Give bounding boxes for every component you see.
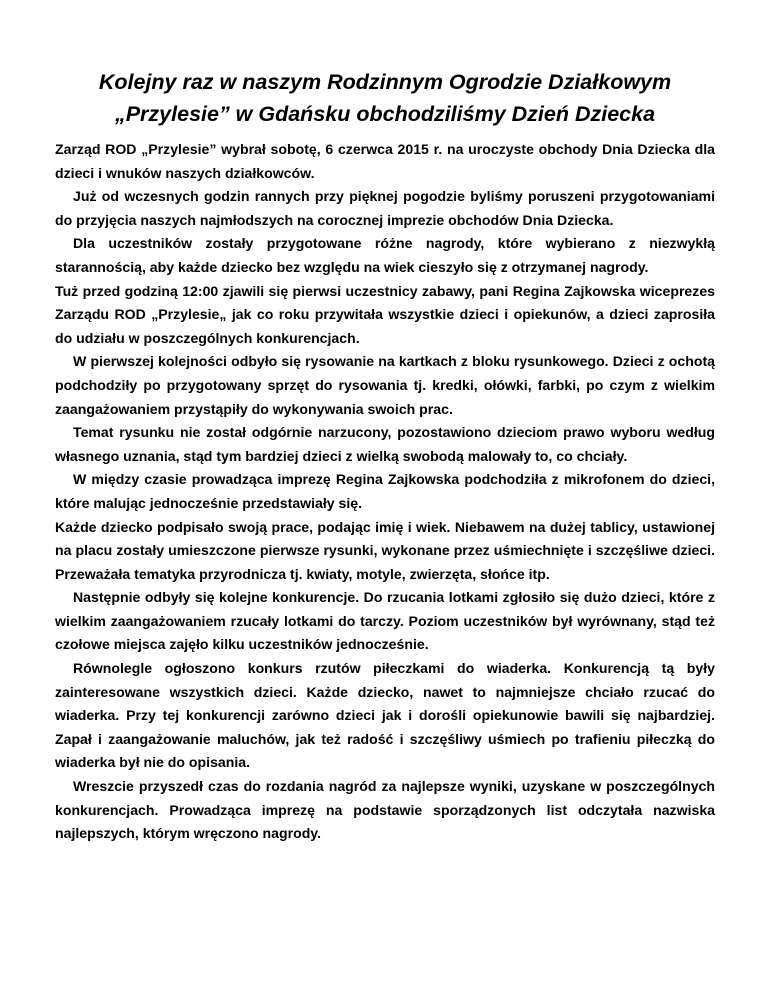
- title-line-1: Kolejny raz w naszym Rodzinnym Ogrodzie Działkowym: [98, 70, 672, 94]
- paragraph-3: Dla uczestników zostały przygotowane różne nagrody, które wybierano z niezwykłą starannością, aby każde dziecko bez względu na wiek cieszyło się z otrzymanej nagrody.: [55, 235, 715, 275]
- paragraph-9: Następnie odbyły się kolejne konkurencje. Do rzucania lotkami zgłosiło się dużo dzieci, które z wielkim zaangażowaniem rzucały lotkami do tarczy. Poziom uczestników był wyrównany, stąd też czołowe miejsca zajęło kilku uczestników jednocześnie.: [55, 589, 715, 653]
- paragraph-7: W między czasie prowadząca imprezę Regina Zajkowska podchodziła z mikrofonem do dzieci, które malując jednocześnie przedstawiały się.: [55, 471, 715, 511]
- paragraph-2: Już od wczesnych godzin rannych przy pięknej pogodzie byliśmy poruszeni przygotowaniami do przyjęcia naszych najmłodszych na corocznej imprezie obchodów Dnia Dziecka.: [55, 188, 715, 228]
- paragraph-10: Równolegle ogłoszono konkurs rzutów piłeczkami do wiaderka. Konkurencją tą były zainteresowane wszystkich dzieci. Każde dziecko, nawet to najmniejsze chciało rzucać do wiaderka. Przy tej konkurencji zarówno dzieci jak i dorośli opiekunowie bawili się najbardziej. Zapał i zaangażowanie maluchów, jak też radość i szczęśliwy uśmiech po trafieniu piłeczką do wiaderka był nie do opisania.: [55, 660, 715, 771]
- document-page: [55, 66, 715, 846]
- paragraph-4: Tuż przed godziną 12:00 zjawili się pierwsi uczestnicy zabawy, pani Regina Zajkowska wiceprezes Zarządu ROD „Przylesie„ jak co roku przywitała wszystkie dzieci i opiekunów, a dzieci zaprosiła do udziału w poszczególnych konkurencjach.: [55, 282, 715, 346]
- paragraph-1: Zarząd ROD „Przylesie” wybrał sobotę, 6 czerwca 2015 r. na uroczyste obchody Dnia Dziecka dla dzieci i wnuków naszych działkowców.: [55, 141, 715, 181]
- paragraph-11: Wreszcie przyszedł czas do rozdania nagród za najlepsze wyniki, uzyskane w poszczególnych konkurencjach. Prowadząca imprezę na podstawie sporządzonych list odczytała nazwiska najlepszych, którym wręczono nagrody.: [55, 778, 715, 842]
- article-title: [55, 66, 715, 130]
- article-body: [55, 138, 715, 846]
- paragraph-8: Każde dziecko podpisało swoją prace, podając imię i wiek. Niebawem na dużej tablicy, ustawionej na placu zostały umieszczone pierwsze rysunki, wykonane przez uśmiechnięte i szczęśliwe dzieci. Przeważała tematyka przyrodnicza tj. kwiaty, motyle, zwierzęta, słońce itp.: [55, 518, 715, 582]
- paragraph-5: W pierwszej kolejności odbyło się rysowanie na kartkach z bloku rysunkowego. Dzieci z ochotą podchodziły po przygotowany sprzęt do rysowania tj. kredki, ołówki, farbki, po czym z wielkim zaangażowaniem przystąpiły do wykonywania swoich prac.: [55, 353, 715, 417]
- title-line-2: „Przylesie” w Gdańsku obchodziliśmy Dzień Dziecka: [114, 102, 656, 126]
- paragraph-6: Temat rysunku nie został odgórnie narzucony, pozostawiono dzieciom prawo wyboru według własnego uznania, stąd tym bardziej dzieci z wielką swobodą malowały to, co chciały.: [55, 424, 715, 464]
